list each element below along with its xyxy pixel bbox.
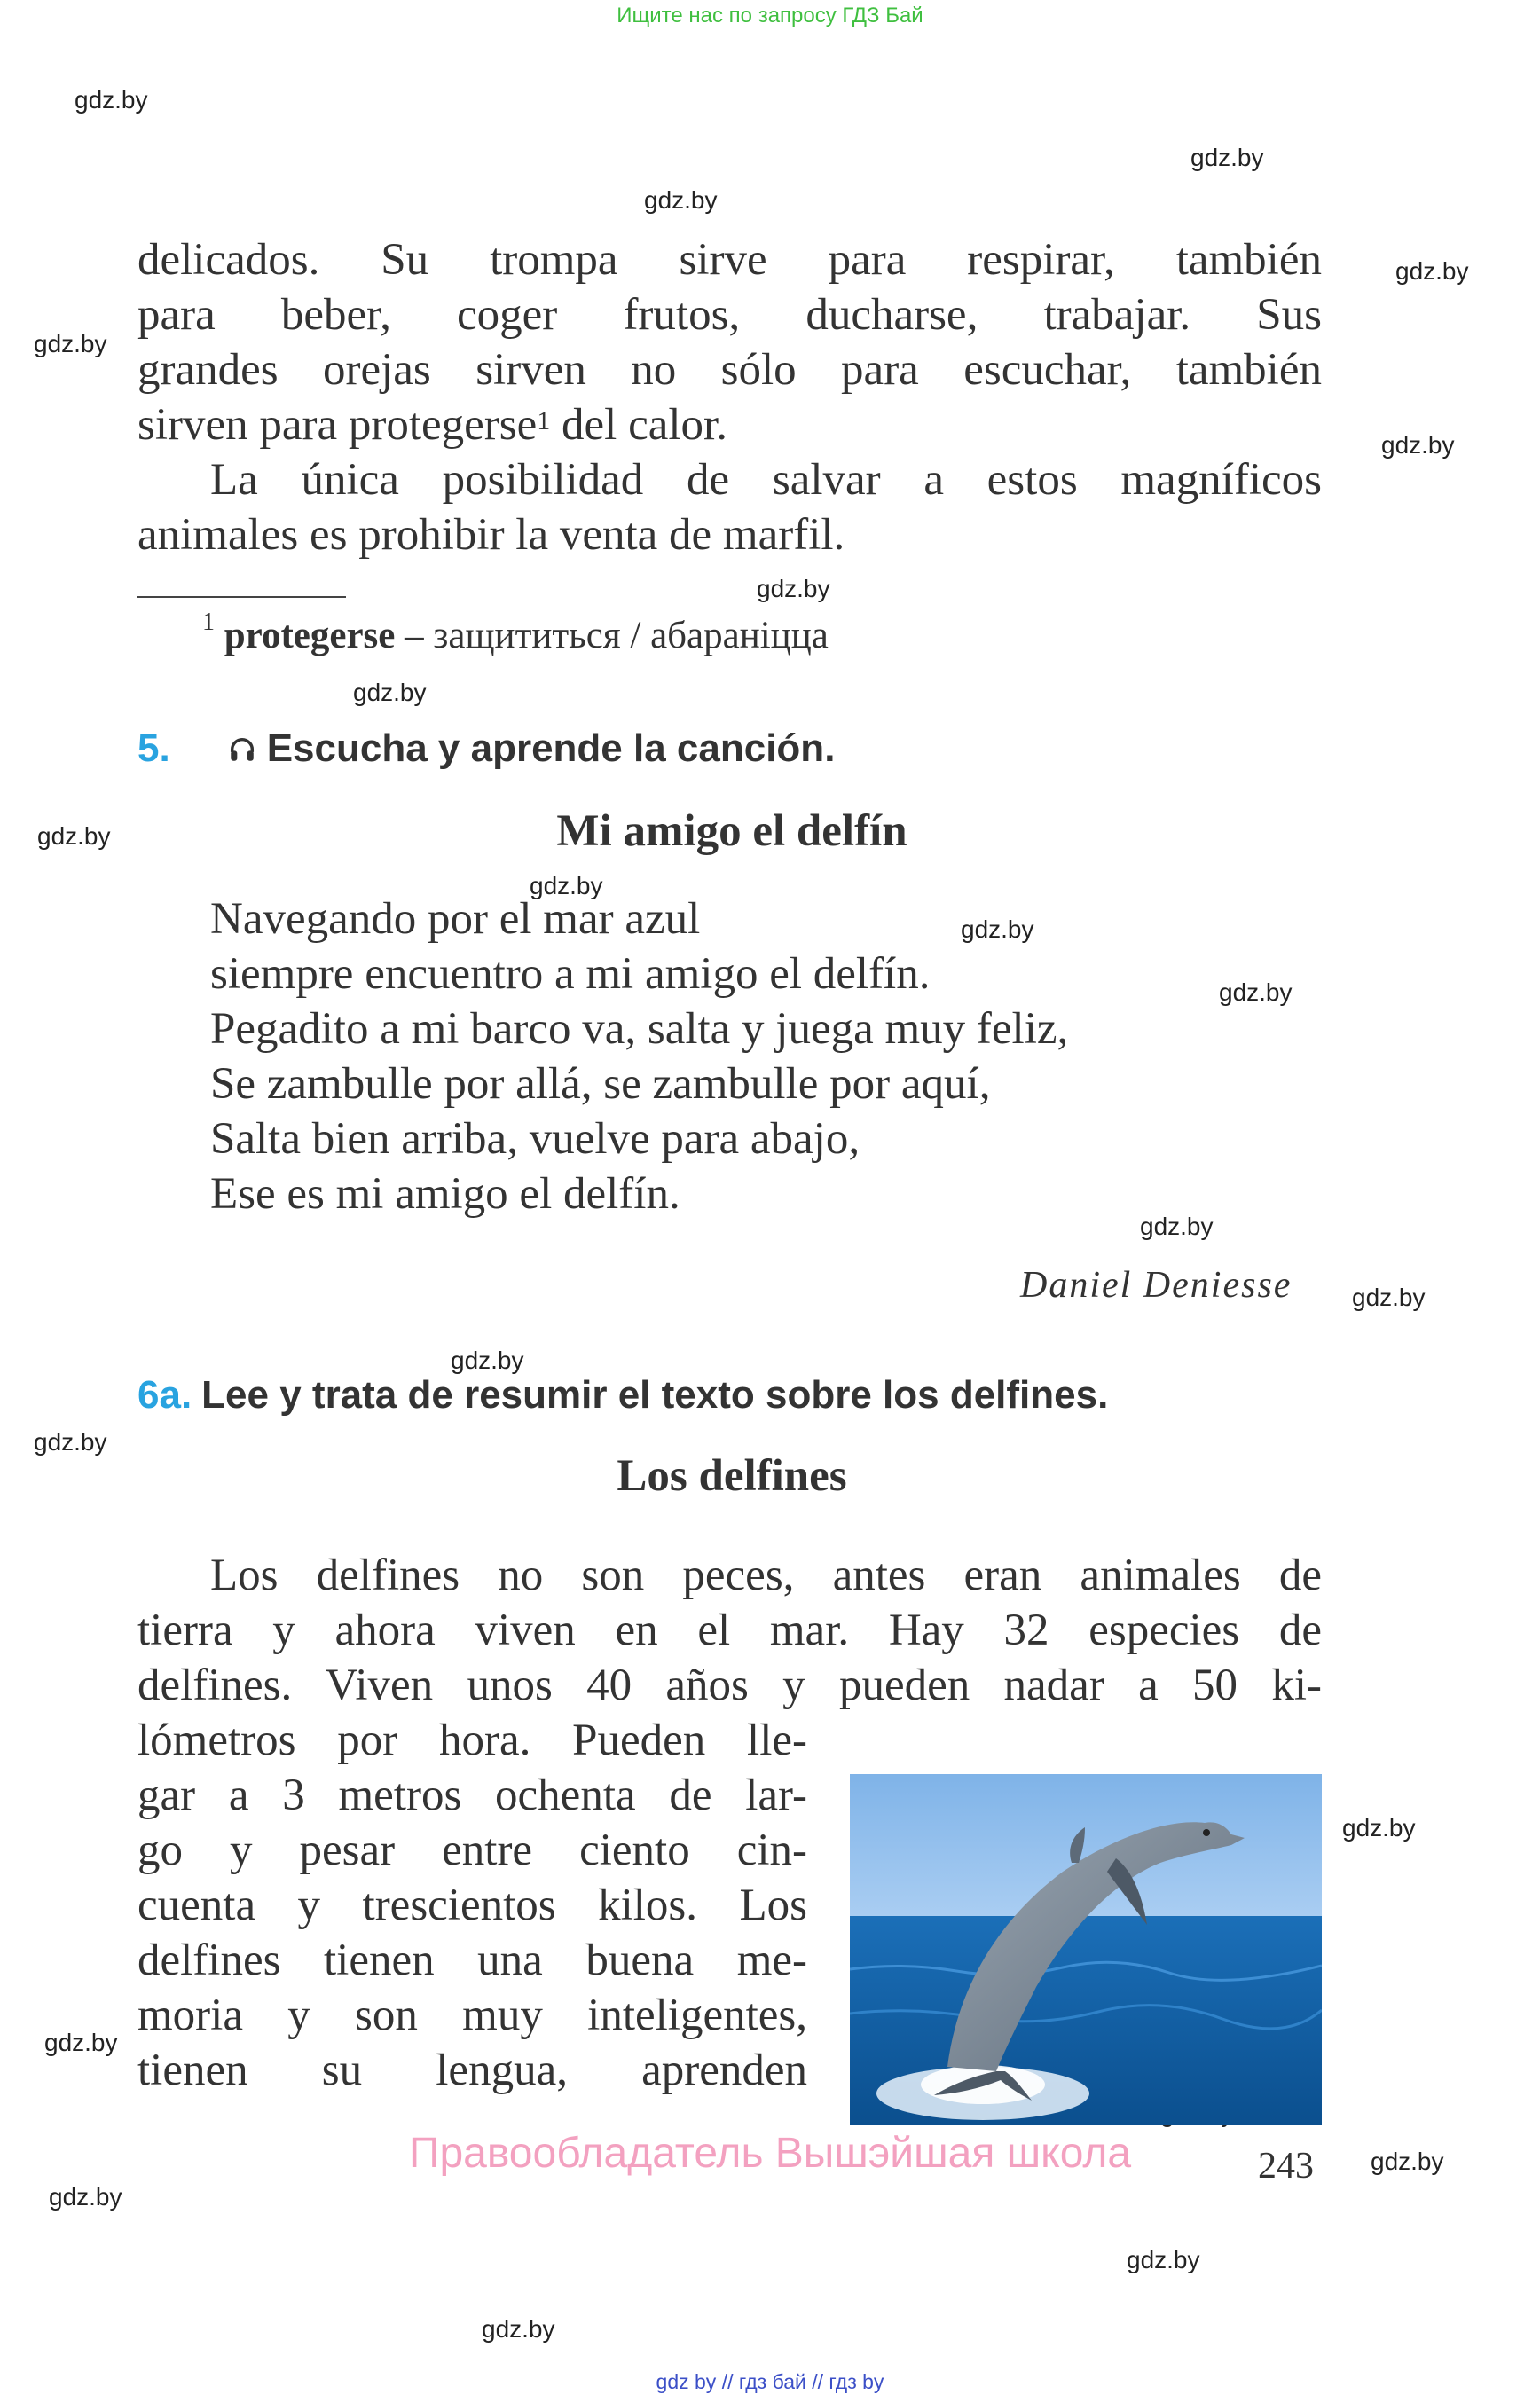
- watermark: gdz.by: [44, 2029, 118, 2056]
- footnote-divider: [138, 596, 346, 598]
- watermark: gdz.by: [1371, 2148, 1444, 2175]
- text-line: moria y son muy inteligentes,: [138, 1991, 807, 2040]
- watermark: gdz.by: [353, 679, 427, 706]
- song-line: Salta bien arriba, vuelve para abajo,: [210, 1114, 860, 1164]
- text-line: lómetros por hora. Pueden lle-: [138, 1716, 807, 1765]
- song-line: Ese es mi amigo el delfín.: [210, 1169, 680, 1219]
- watermark: gdz.by: [37, 822, 111, 850]
- watermark: gdz.by: [1140, 1213, 1214, 1240]
- text-line: delfines. Viven unos 40 años y pueden nadar a 50 ki-: [138, 1661, 1322, 1710]
- watermark: gdz.by: [1352, 1284, 1426, 1311]
- text-segment: del calor.: [550, 400, 727, 450]
- text-line: go y pesar entre ciento cin-: [138, 1826, 807, 1875]
- page-number: 243: [1258, 2146, 1314, 2187]
- text-segment: sirven para protegerse: [138, 400, 538, 450]
- watermark: gdz.by: [1342, 1814, 1416, 1842]
- exercise-punct: .: [824, 726, 836, 770]
- text-line: delfines tienen una buena me-: [138, 1936, 807, 1985]
- watermark: gdz.by: [530, 872, 603, 899]
- footnote-term: protegerse: [224, 615, 396, 656]
- text-line: Los delfines no son peces, antes eran animales de: [210, 1551, 1322, 1600]
- footnote-ref: 1: [537, 406, 551, 436]
- article-title: Los delfines: [617, 1451, 847, 1501]
- copyright-notice: Правообладатель Вышэйшая школа: [408, 2130, 1132, 2177]
- text-line: tienen su lengua, aprenden: [138, 2046, 807, 2095]
- song-title: Mi amigo el delfín: [556, 806, 908, 856]
- footnote-number: 1: [202, 609, 215, 636]
- exercise-instruction: Lee y trata de resumir el texto sobre los delfines: [201, 1373, 1098, 1417]
- watermark: gdz.by: [757, 575, 830, 602]
- watermark: gdz.by: [644, 186, 718, 214]
- text-line: animales es prohibir la venta de marfil.: [138, 510, 845, 560]
- watermark: gdz.by: [75, 86, 148, 114]
- song-line: Navegando por el mar azul: [210, 894, 701, 944]
- exercise-5-heading: [138, 726, 835, 771]
- text-line: cuenta y trescientos kilos. Los: [138, 1881, 807, 1930]
- exercise-6a-heading: [138, 1372, 1108, 1417]
- text-line: delicados. Su trompa sirve para respirar, también: [138, 235, 1322, 285]
- text-line: La única posibilidad de salvar a estos magníficos: [210, 455, 1322, 505]
- text-line: grandes orejas sirven no sólo para escuchar, también: [138, 345, 1322, 395]
- text-line: [138, 397, 1322, 452]
- watermark: gdz.by: [1381, 431, 1455, 459]
- exercise-instruction: Escucha y aprende la canción: [266, 726, 825, 770]
- header-banner: Ищите нас по запросу ГДЗ Бай: [617, 4, 923, 27]
- text-line: para beber, coger frutos, ducharse, trabajar. Sus: [138, 290, 1322, 340]
- exercise-number: 6a.: [138, 1373, 192, 1417]
- song-author: Daniel Deniesse: [1020, 1265, 1292, 1306]
- watermark: gdz.by: [34, 1428, 107, 1456]
- song-line: Se zambulle por allá, se zambulle por aquí,: [210, 1059, 991, 1109]
- text-line: gar a 3 metros ochenta de lar-: [138, 1771, 807, 1820]
- song-line: siempre encuentro a mi amigo el delfín.: [210, 949, 931, 999]
- footnote: [202, 609, 829, 657]
- watermark: gdz.by: [1395, 257, 1469, 285]
- headphones-icon: [227, 734, 257, 765]
- song-line: Pegadito a mi barco va, salta y juega muy feliz,: [210, 1004, 1069, 1054]
- watermark: gdz.by: [482, 2315, 555, 2343]
- text-line: tierra y ahora viven en el mar. Hay 32 especies de: [138, 1606, 1322, 1655]
- footer-banner: gdz by // гдз бай // гдз by: [656, 2370, 884, 2393]
- watermark: gdz.by: [1219, 978, 1292, 1006]
- footnote-translation: – защититься / абараніцца: [395, 615, 829, 656]
- watermark: gdz.by: [1127, 2246, 1200, 2273]
- watermark: gdz.by: [1190, 144, 1264, 171]
- watermark: gdz.by: [451, 1347, 524, 1374]
- watermark: gdz.by: [34, 330, 107, 357]
- dolphin-photo: [850, 1774, 1322, 2125]
- watermark: gdz.by: [49, 2183, 122, 2211]
- exercise-number: 5.: [138, 726, 170, 770]
- exercise-punct: .: [1097, 1373, 1109, 1417]
- watermark: gdz.by: [961, 915, 1034, 943]
